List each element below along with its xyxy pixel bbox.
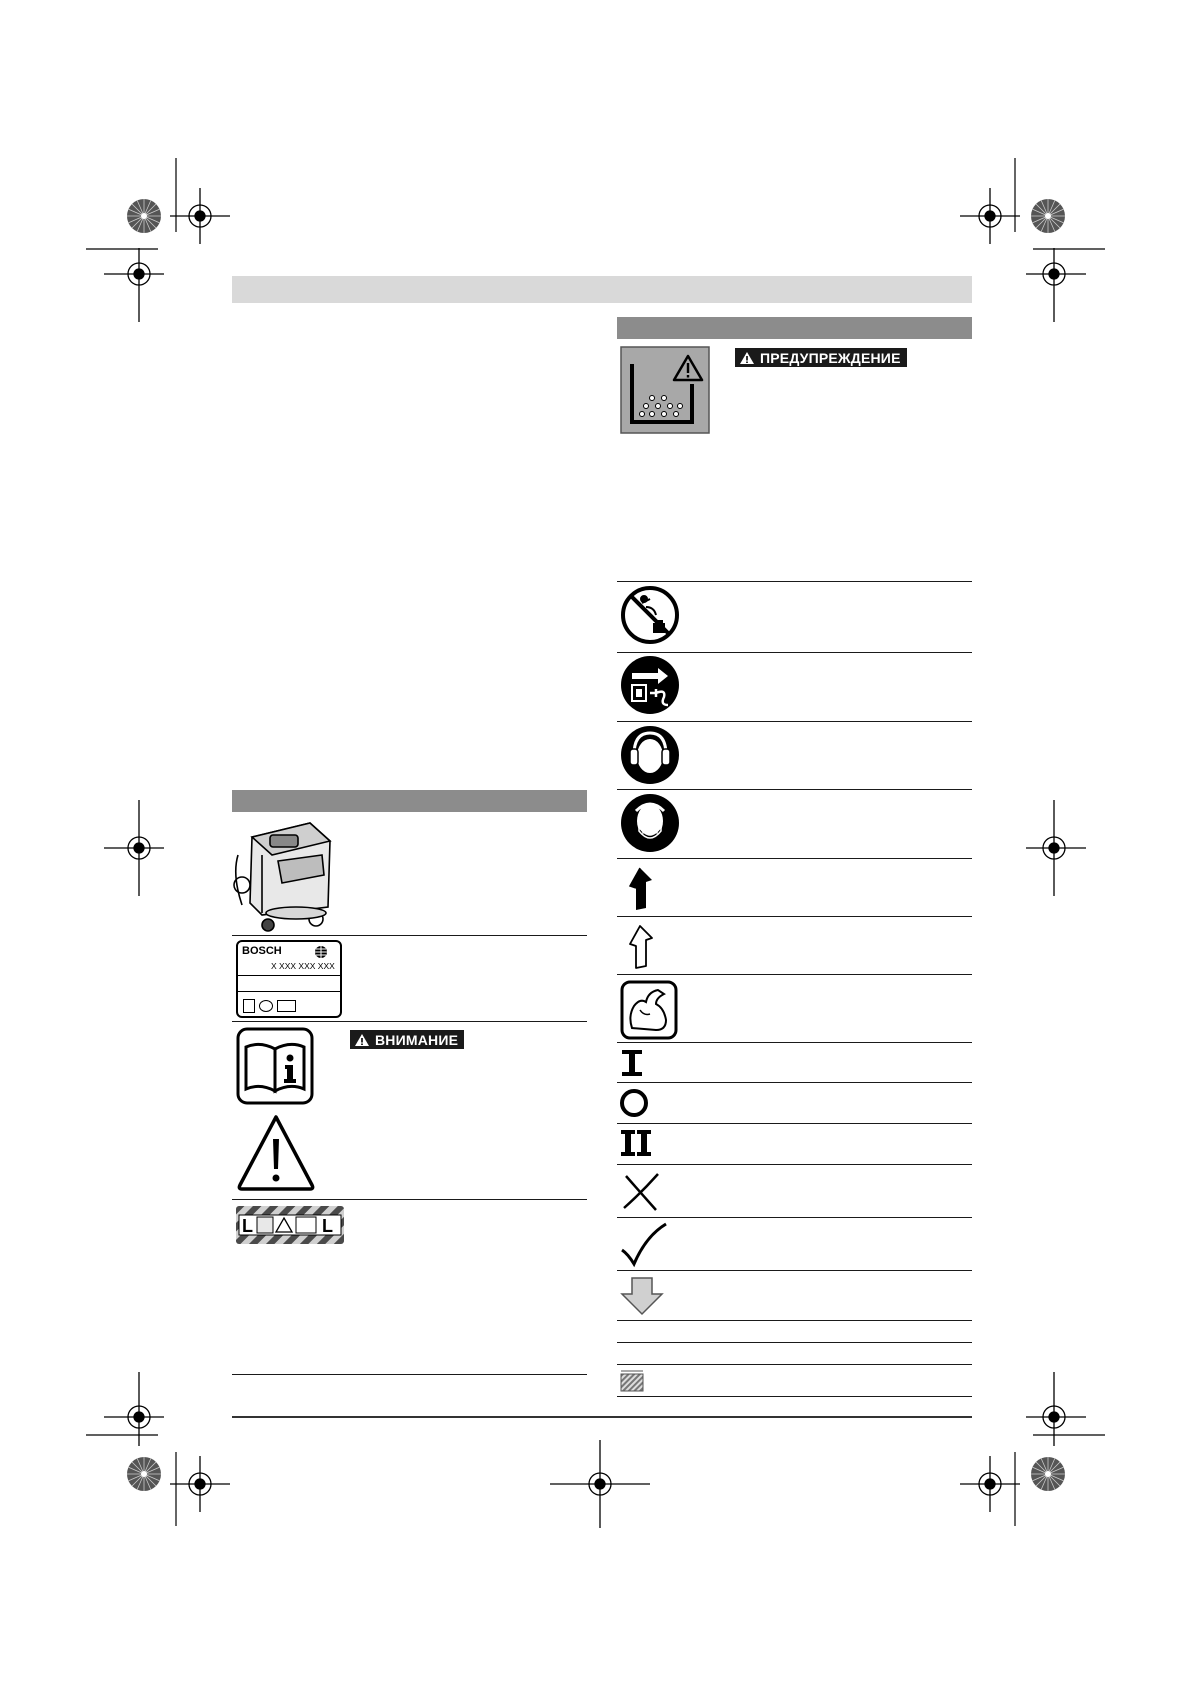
registration-mark-icon [170,188,230,244]
caution-label: ВНИМАНИЕ [375,1031,459,1048]
left-divider [232,1199,587,1200]
page-header-bar [232,276,972,303]
right-divider [617,652,972,653]
switch-position-I-icon [620,1048,650,1078]
right-divider [617,858,972,859]
right-divider [617,1042,972,1043]
right-divider [617,789,972,790]
right-divider [617,1270,972,1271]
check-mark-icon [620,1222,670,1268]
right-divider [617,721,972,722]
svg-text:L: L [242,1216,253,1236]
registration-mark-icon [104,1372,164,1446]
page-footer-rule [232,1416,972,1418]
right-divider [617,1342,972,1343]
nameplate-number: X XXX XXX XXX [271,961,335,971]
square-symbol [243,999,255,1013]
right-divider [617,1217,972,1218]
switch-position-II-icon [620,1128,656,1160]
left-divider [232,1374,587,1375]
nameplate-line [238,975,340,976]
right-divider [617,1364,972,1365]
registration-mark-icon [550,1440,650,1528]
filled-up-arrow-icon [620,864,660,912]
registration-mark-icon [960,1456,1020,1512]
registration-mark-icon [170,1456,230,1512]
nameplate-brand: BOSCH [242,945,282,957]
right-divider [617,581,972,582]
unplug-before-work-icon [620,655,680,715]
arm-strength-icon [620,980,678,1040]
warning-triangle-small-icon [739,351,755,365]
right-divider [617,1320,972,1321]
nameplate-icon [236,940,342,1018]
color-wheel-icon [1030,1456,1066,1492]
outline-up-arrow-icon [620,922,660,970]
warning-label: ПРЕДУПРЕЖДЕНИЕ [760,349,901,366]
caution-badge [350,1030,464,1049]
circle-symbol [259,1000,273,1012]
left-section-bar [232,790,587,812]
svg-text:L: L [322,1216,333,1236]
color-wheel-icon [126,198,162,234]
left-divider [232,935,587,936]
hazardous-dust-container-icon [620,346,710,434]
switch-position-O-icon [620,1088,652,1120]
right-divider [617,1123,972,1124]
down-arrow-icon [620,1276,664,1316]
registration-mark-icon [1026,248,1086,322]
read-manual-icon [236,1027,314,1105]
globe-icon [314,945,328,959]
right-divider [617,1082,972,1083]
hatched-square-icon [620,1370,646,1392]
left-divider [232,1021,587,1022]
registration-mark-icon [104,800,164,896]
color-wheel-icon [1030,198,1066,234]
ear-protection-icon [620,725,680,785]
registration-mark-icon [1026,1372,1086,1446]
warning-triangle-icon [236,1113,316,1191]
nameplate-line [238,991,340,992]
no-jet-cleaning-icon [620,585,680,645]
warning-badge [735,348,907,367]
right-section-bar [617,317,972,339]
right-divider [617,1164,972,1165]
color-wheel-icon [126,1456,162,1492]
rect-symbol [277,1000,296,1012]
registration-mark-icon [960,188,1020,244]
vacuum-cleaner-image [232,815,342,933]
right-divider [617,916,972,917]
label-strip-icon [236,1206,344,1244]
warning-triangle-small-icon [354,1033,370,1047]
registration-mark-icon [1026,800,1086,896]
right-divider [617,1396,972,1397]
right-divider [617,974,972,975]
cross-mark-icon [620,1170,664,1214]
registration-mark-icon [104,248,164,322]
dust-mask-icon [620,793,680,853]
